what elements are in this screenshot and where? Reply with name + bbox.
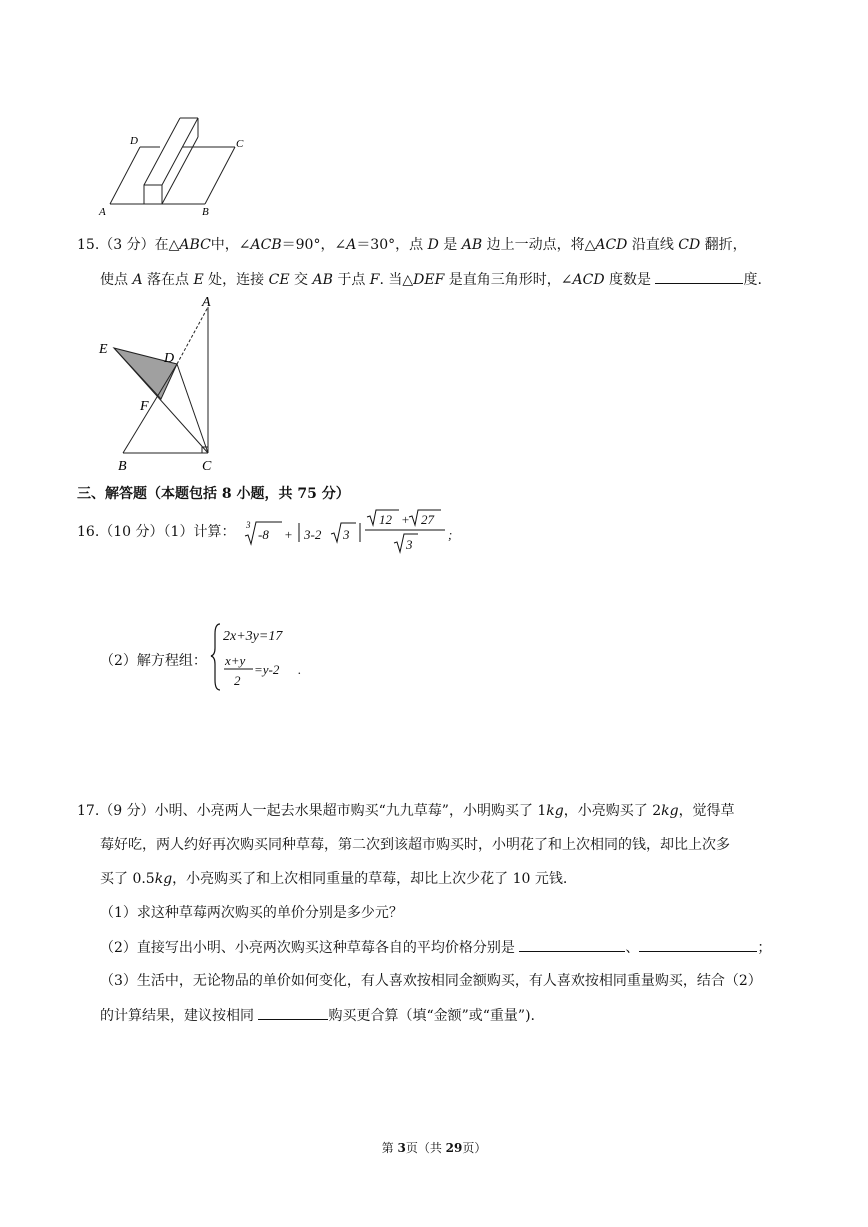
q16-number: 16. <box>77 524 100 540</box>
fig14-label-c: C <box>236 138 244 150</box>
fig15-label-b: B <box>118 459 127 474</box>
frac-num-a: 12 <box>379 512 392 527</box>
q15-unit: 度. <box>743 272 762 288</box>
q17-number: 17. <box>77 803 100 819</box>
page-footer: 第 3页（共 29页） <box>381 1141 487 1155</box>
q17-answer-blank-2[interactable] <box>639 937 757 952</box>
plus-sign: + <box>284 527 293 542</box>
abs-sqrt3: 3 <box>343 527 350 542</box>
q17-sub3-line1: （3）生活中，无论物品的单价如何变化，有人喜欢按相同金额购买，有人喜欢按相同重量购买，结合（2） <box>100 973 762 989</box>
figure-q15 <box>93 293 228 475</box>
frac-num-b: 27 <box>421 512 434 527</box>
footer-page-number: 3 <box>397 1141 406 1155</box>
footer-total-pages: 29 <box>445 1141 463 1155</box>
q17-sub3-line2: 的计算结果，建议按相同 购买更合算（填“金额”或“重量”). <box>100 1005 535 1026</box>
fig15-label-d: D <box>164 351 175 366</box>
q16-score: （10 分） <box>99 524 164 540</box>
eq1: 2x+3y=17 <box>223 629 283 644</box>
q15-number: 15. <box>77 237 100 253</box>
fig14-label-d: D <box>130 135 138 147</box>
fig15-label-e: E <box>99 342 108 357</box>
fig15-label-c: C <box>202 459 212 474</box>
q17-line3: 买了 0.5kg，小亮购买了和上次相同重量的草莓，却比上次少花了 10 元钱. <box>100 871 568 887</box>
q16-part2-system <box>210 620 310 695</box>
q17-score: （9 分） <box>99 803 155 819</box>
figure-q14 <box>95 115 255 223</box>
fig14-label-b: B <box>202 206 209 218</box>
q15-line1: 15.（3 分）在△ABC中，∠ACB＝90°，∠A＝30°，点 D 是 AB 边上一动点，将△ACD 沿直线 CD 翻折， <box>77 237 747 253</box>
q16-part1-expression <box>242 508 467 556</box>
q15-line2: 使点 A 落在点 E 处，连接 CE 交 AB 于点 F. 当△DEF 是直角三角形时，∠ACD 度数是 度. <box>100 269 762 290</box>
q17-line2: 莓好吃，两人约好再次购买同种草莓，第二次到该超市购买时，小明花了和上次相同的钱，却比上次多 <box>100 837 730 853</box>
eq2-denominator: 2 <box>234 673 241 688</box>
q16-part1-label: （1）计算： <box>163 524 236 540</box>
frac-num-plus: + <box>401 512 410 527</box>
q17-sub1: （1）求这种草莓两次购买的单价分别是多少元？ <box>100 905 403 921</box>
q17-line1: 17.（9 分）小明、小亮两人一起去水果超市购买“九九草莓”，小明购买了 1kg，小亮购买了 2kg，觉得草 <box>77 803 735 819</box>
eq2-numerator: x+y <box>225 653 246 668</box>
q15-answer-blank[interactable] <box>655 269 743 284</box>
q17-answer-blank-1[interactable] <box>519 937 625 952</box>
q16-header <box>77 522 235 542</box>
cube-root-index: 3 <box>246 520 251 530</box>
q15-score: （3 分） <box>99 237 155 253</box>
q17-answer-blank-3[interactable] <box>258 1005 328 1020</box>
section-heading: 三、解答题（本题包括 8 小题，共 75 分） <box>77 486 350 502</box>
q17-sub2: （2）直接写出小明、小亮两次购买这种草莓各自的平均价格分别是 、 ； <box>100 937 771 958</box>
frac-den: 3 <box>406 537 413 552</box>
expr-end: ; <box>448 527 453 542</box>
eq-end: . <box>298 662 302 677</box>
cube-root-radicand: -8 <box>258 527 269 542</box>
fig15-label-a: A <box>202 295 211 310</box>
q16-part2-label: （2）解方程组： <box>100 653 207 669</box>
fig14-label-a: A <box>99 206 106 218</box>
fig15-label-f: F <box>140 399 149 414</box>
abs-content: 3-2 <box>304 527 322 542</box>
eq2-rhs: =y-2 <box>254 662 280 677</box>
